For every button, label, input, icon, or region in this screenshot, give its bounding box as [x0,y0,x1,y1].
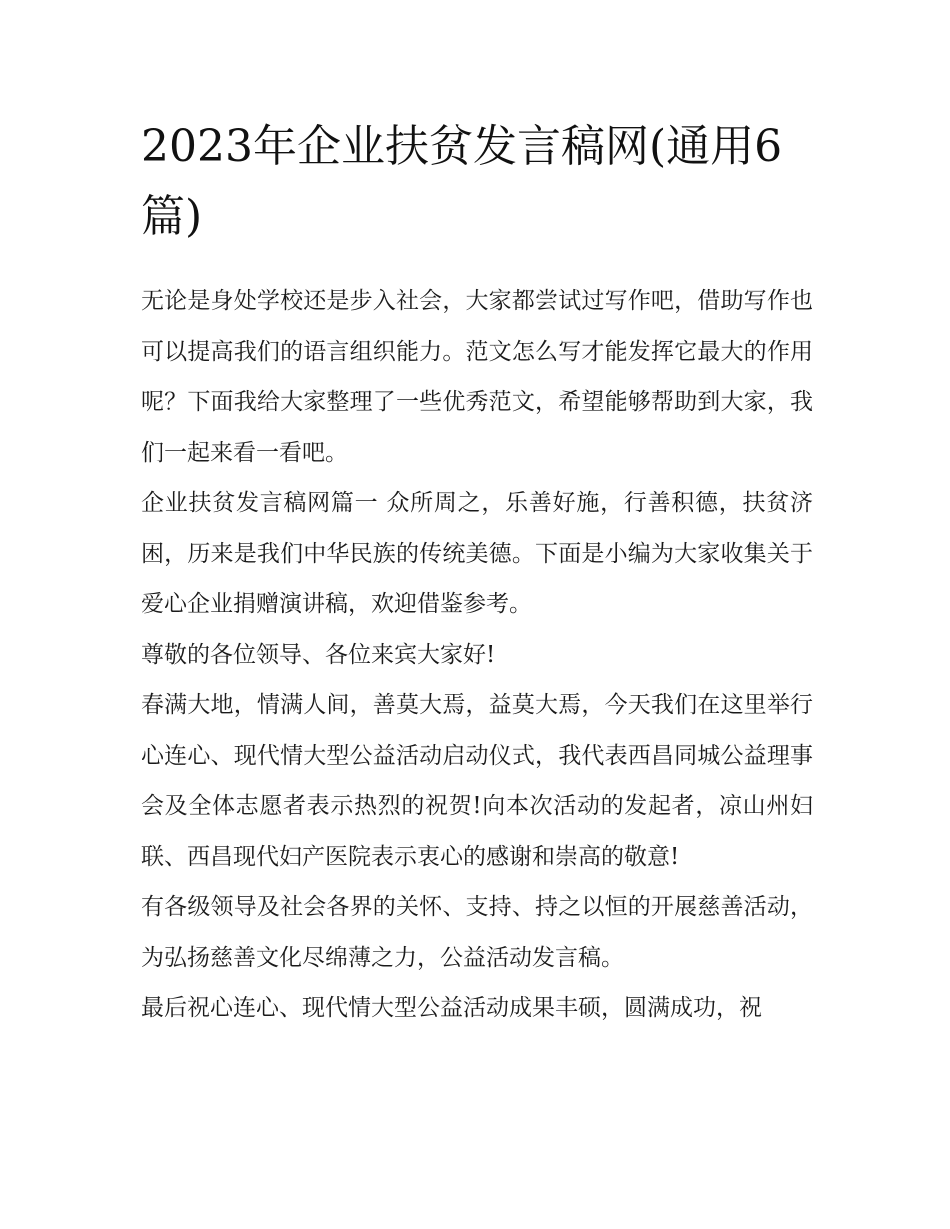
paragraph-article-one: 企业扶贫发言稿网篇一 众所周之，乐善好施，行善积德，扶贫济困，历来是我们中华民族的传统美德。下面是小编为大家收集关于爱心企业捐赠演讲稿，欢迎借鉴参考。 [141,490,813,617]
document-title: 2023年企业扶贫发言稿网(通用6篇) [141,121,783,242]
paragraph-closing: 最后祝心连心、现代情大型公益活动成果丰硕，圆满成功，祝 [141,995,762,1021]
paragraph-intro: 无论是身处学校还是步入社会，大家都尝试过写作吧，借助写作也可以提高我们的语言组织能力。范文怎么写才能发挥它最大的作用呢？下面我给大家整理了一些优秀范文，希望能够帮助到大家，我们一起来看一看吧。 [141,288,813,466]
document-page [141,112,813,1034]
document-body [141,276,813,1034]
paragraph-opening: 春满大地，情满人间，善莫大焉，益莫大焉，今天我们在这里举行心连心、现代情大型公益活动启动仪式，我代表西昌同城公益理事会及全体志愿者表示热烈的祝贺!向本次活动的发起者，凉山州妇联、西昌现代妇产医院表示衷心的感谢和崇高的敬意! [141,692,813,870]
paragraph-support: 有各级领导及社会各界的关怀、支持、持之以恒的开展慈善活动，为弘扬慈善文化尽绵薄之力，公益活动发言稿。 [141,894,813,971]
paragraph-greeting: 尊敬的各位领导、各位来宾大家好! [141,641,496,668]
